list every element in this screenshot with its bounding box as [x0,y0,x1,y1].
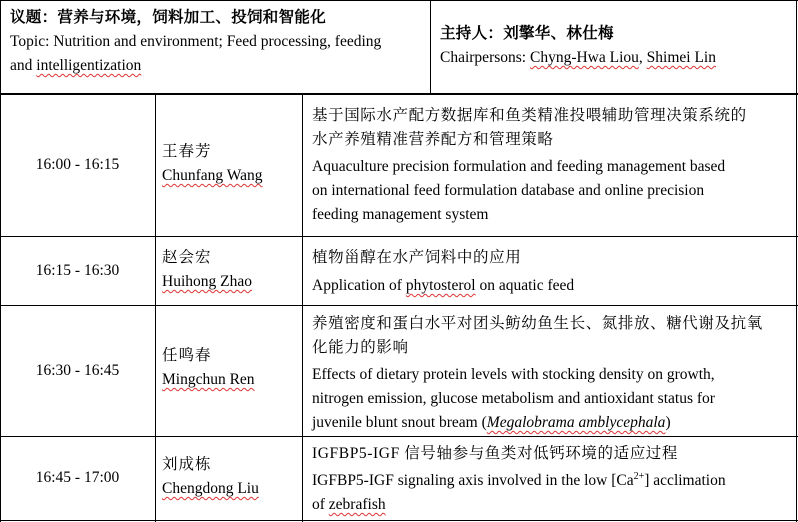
title-zh-line1: IGFBP5-IGF 信号轴参与鱼类对低钙环境的适应过程 [312,445,678,462]
speaker-zh: 任鸣春 [162,347,212,364]
session-title [312,246,782,298]
title-en-line3: feeding management system [312,206,489,223]
title-en-d: zebrafish [328,496,386,513]
title-en-3b: Megalobrama amblycephala [486,414,666,431]
topic-cell [10,6,428,78]
chair-en-b: Chyng-Hwa Liou [529,49,639,66]
session-title [312,312,782,435]
speaker-en: Chunfang Wang [162,167,263,184]
header-column-divider [430,0,431,94]
row-divider [0,520,798,521]
title-en-a: Application of [312,277,406,294]
title-en-line2 [312,493,782,517]
chair-en-a: Chairpersons: [440,49,530,66]
speaker-en: Chengdong Liu [162,480,259,497]
row-divider [0,436,798,437]
chair-en-c: , [638,49,647,66]
topic-en-line2 [10,54,428,78]
chair-zh: 主持人：刘擎华、林仕梅 [440,25,614,42]
title-zh-line2: 水产养殖精准营养配方和管理策略 [312,131,554,148]
title-en-sup: 2+ [633,470,645,482]
topic-en-line2-a: and [10,57,37,74]
chair-en [440,46,790,70]
speaker-zh: 王春芳 [162,143,212,160]
speaker-en: Huihong Zhao [162,273,252,290]
table-border-right [796,0,797,522]
session-time: 16:45 - 17:00 [35,469,120,486]
title-zh-line1: 基于国际水产配方数据库和鱼类精准投喂辅助管理决策系统的 [312,107,747,124]
title-en-c: of [312,496,329,513]
title-en-line1: Aquaculture precision formulation and feeding management based [312,158,726,175]
title-en-a: IGFBP5-IGF signaling axis involved in the low [Ca [312,472,634,489]
title-zh-line1: 植物甾醇在水产饲料中的应用 [312,249,522,266]
title-en-3c: ) [665,414,671,431]
topic-zh: 议题：营养与环境，饲料加工、投饲和智能化 [10,9,327,26]
session-speaker [162,453,298,501]
title-en-b: phytosterol [405,277,476,294]
topic-en-line1: Topic: Nutrition and environment; Feed processing, feeding [10,33,382,50]
speaker-zh: 赵会宏 [162,249,212,266]
title-zh-line2: 化能力的影响 [312,339,409,356]
speaker-zh: 刘成栋 [162,456,212,473]
title-en-line1: Effects of dietary protein levels with stocking density on growth, [312,366,715,383]
speaker-column-divider [302,94,303,522]
title-en-line1 [312,274,782,298]
chair-cell [440,22,790,70]
session-speaker [162,344,298,392]
chair-en-d: Shimei Lin [646,49,716,66]
session-speaker [162,246,298,294]
title-en-c: on aquatic feed [475,277,575,294]
session-title [312,104,782,227]
time-column-divider [155,94,156,522]
session-time: 16:30 - 16:45 [35,362,120,379]
title-en-line3 [312,411,782,435]
table-border-top [0,0,798,1]
title-en-line2: nitrogen emission, glucose metabolism and antioxidant status for [312,390,715,407]
title-en-line1 [312,469,782,493]
title-zh-line1: 养殖密度和蛋白水平对团头鲂幼鱼生长、氮排放、糖代谢及抗氧 [312,315,763,332]
topic-en-line2-b: intelligentization [36,57,142,74]
session-time: 16:15 - 16:30 [35,262,120,279]
header-divider [0,93,798,95]
row-divider [0,305,798,306]
session-speaker [162,140,298,188]
title-en-3a: juvenile blunt snout bream ( [312,414,487,431]
title-en-b: ] acclimation [644,472,726,489]
title-en-line2: on international feed formulation database and online precision [312,182,705,199]
row-divider [0,236,798,237]
session-time: 16:00 - 16:15 [35,156,120,173]
speaker-en: Mingchun Ren [162,371,255,388]
session-title [312,442,782,517]
